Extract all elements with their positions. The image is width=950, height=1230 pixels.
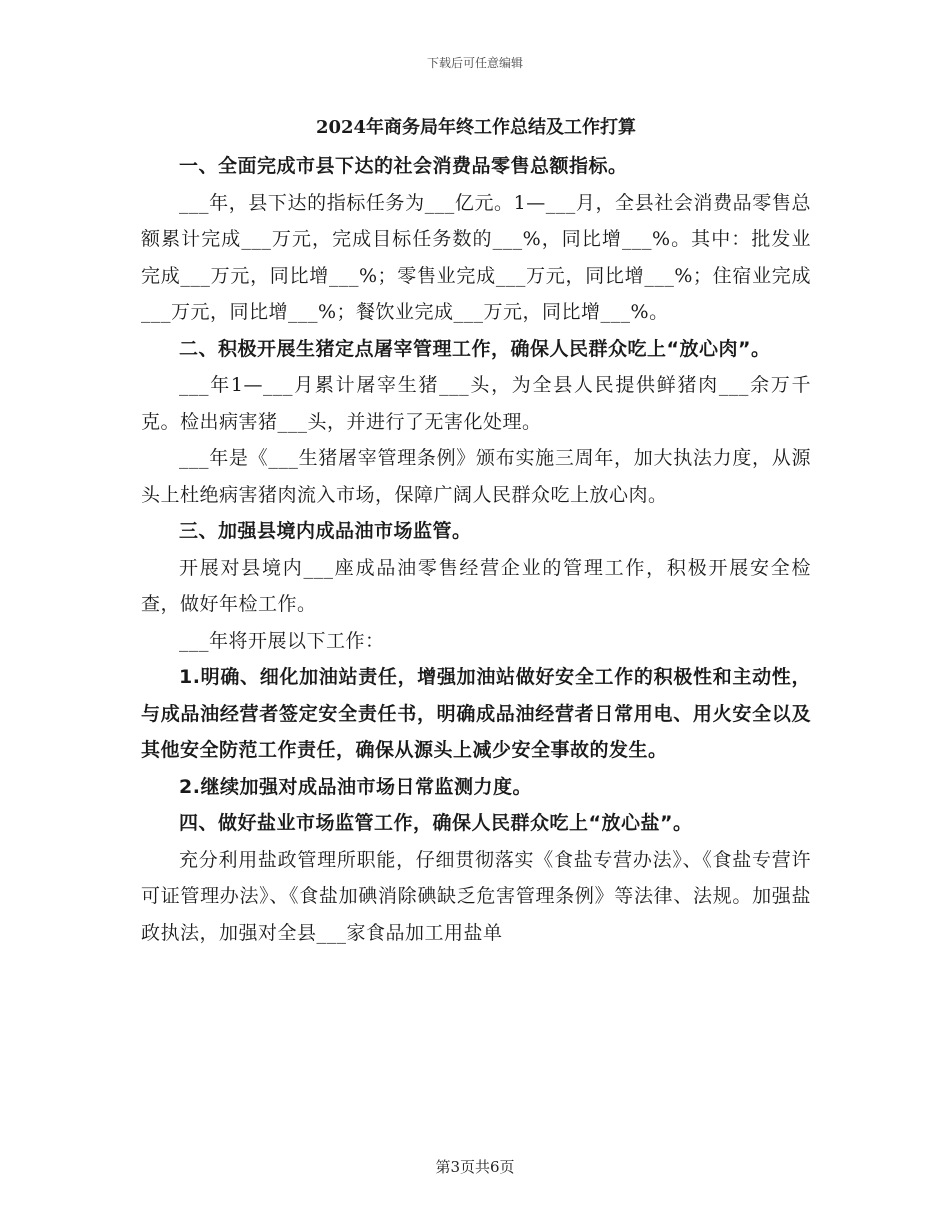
paragraph-4: 开展对县境内___座成品油零售经营企业的管理工作，积极开展安全检查，做好年检工作。 (141, 556, 811, 615)
paragraph-5: ___年将开展以下工作： (179, 629, 385, 652)
page-number: 第3页共6页 (435, 1158, 515, 1176)
paragraph-3: ___年是《___生猪屠宰管理条例》颁布实施三周年，加大执法力度，从源头上杜绝病害猪肉流入市场，保障广阔人民群众吃上放心肉。 (141, 447, 811, 506)
numbered-item-1: 1.明确、细化加油站责任，增强加油站做好安全工作的积极性和主动性，与成品油经营者签定安全责任书，明确成品油经营者日常用电、用火安全以及其他安全防范工作责任，确保从源头上减少安全事故的发生。 (141, 666, 811, 761)
document-title: 2024年商务局年终工作总结及工作打算 (315, 117, 637, 138)
paragraph-6: 充分利用盐政管理所职能，仔细贯彻落实《食盐专营办法》、《食盐专营许可证管理办法》、《食盐加碘消除碘缺乏危害管理条例》等法律、法规。加强盐政执法，加强对全县___家食品加工用盐单 (141, 848, 811, 944)
section-heading-2: 二、积极开展生猪定点屠宰管理工作，确保人民群众吃上“放心肉”。 (179, 337, 771, 360)
section-heading-4: 四、做好盐业市场监管工作，确保人民群众吃上“放心盐”。 (179, 812, 693, 834)
section-heading-3: 三、加强县境内成品油市场监管。 (179, 520, 472, 542)
paragraph-2: ___年1—___月累计屠宰生猪___头，为全县人民提供鲜猪肉___余万千克。检出病害猪___头，并进行了无害化处理。 (141, 374, 811, 433)
numbered-item-2: 2.继续加强对成品油市场日常监测力度。 (179, 775, 532, 798)
paragraph-1: ___年，县下达的指标任务为___亿元。1—___月，全县社会消费品零售总额累计完成___万元，完成目标任务数的___%，同比增___%。其中：批发业完成___万元，同比增___%；零售业完成___万元，同比增___%；住宿业完成___万元，同比增___%；餐饮业完成___万元，同比增___%。 (141, 191, 811, 323)
section-heading-1: 一、全面完成市县下达的社会消费品零售总额指标。 (179, 155, 628, 177)
document-body (141, 110, 811, 951)
page-header-note: 下载后可任意编辑 (426, 56, 523, 70)
